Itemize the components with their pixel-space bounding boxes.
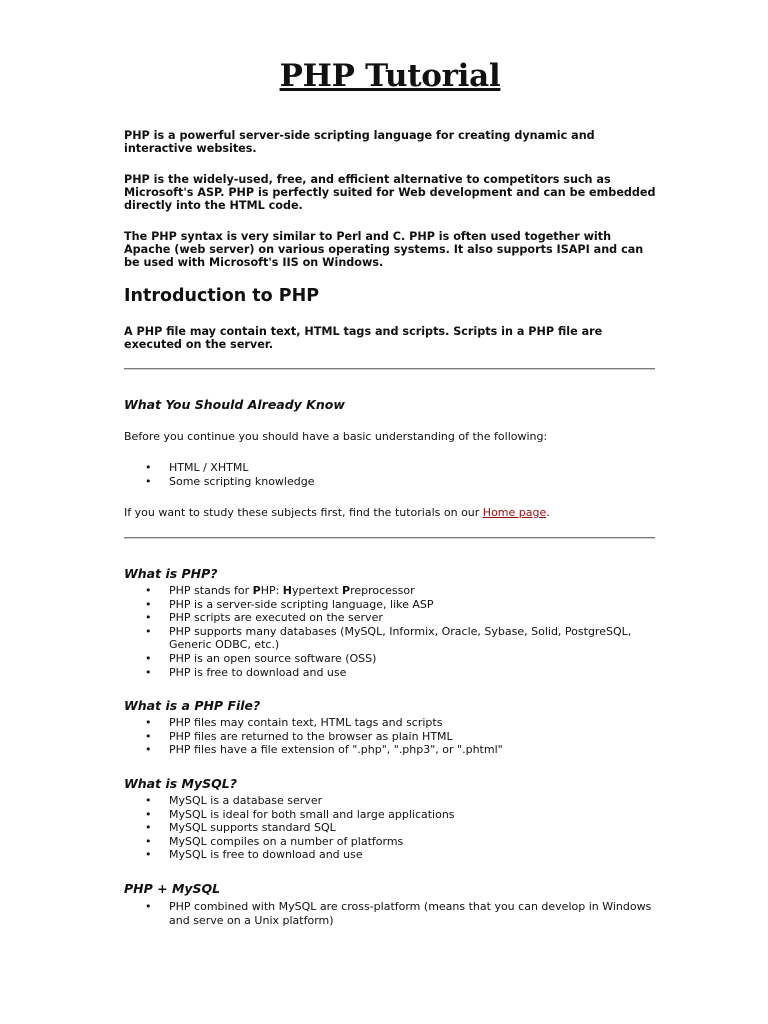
list-item: • MySQL supports standard SQL xyxy=(124,821,656,835)
list-item xyxy=(124,584,656,598)
page-title: PHP Tutorial xyxy=(279,58,501,94)
list-item: • HTML / XHTML xyxy=(124,461,656,475)
prereq-heading: What You Should Already Know xyxy=(124,397,345,412)
list-item: • Some scripting knowledge xyxy=(124,475,656,489)
list-item: • MySQL compiles on a number of platforms xyxy=(124,835,656,849)
study-note-end: . xyxy=(546,506,550,519)
list-item: • MySQL is free to download and use xyxy=(124,848,656,862)
intro-paragraph-3: The PHP syntax is very similar to Perl and C. PHP is often used together with Apache (web server) on various operating systems. It also supports ISAPI and can be used with Microsoft's IIS on Windows. xyxy=(124,230,644,269)
introduction-heading: Introduction to PHP xyxy=(124,286,320,306)
php-mysql-list xyxy=(124,900,656,927)
what-is-php-heading: What is PHP? xyxy=(124,566,218,581)
stands-letter-p: P xyxy=(252,584,261,597)
list-item: • PHP files have a file extension of ".php", ".php3", or ".phtml" xyxy=(124,743,656,757)
stands-part: HP: xyxy=(260,584,283,597)
prereq-list xyxy=(124,461,656,488)
stands-letter-p2: P xyxy=(342,584,351,597)
php-mysql-heading: PHP + MySQL xyxy=(124,881,221,896)
list-item: • PHP combined with MySQL are cross-platform (means that you can develop in Windows and serve on a Unix platform) xyxy=(124,900,656,927)
horizontal-rule xyxy=(124,368,655,370)
list-item: • PHP is free to download and use xyxy=(124,666,656,680)
list-item: • PHP files are returned to the browser as plain HTML xyxy=(124,730,656,744)
list-item: • MySQL is a database server xyxy=(124,794,656,808)
study-note xyxy=(124,506,656,519)
study-note-text: If you want to study these subjects first, find the tutorials on our xyxy=(124,506,483,519)
stands-letter-h: H xyxy=(282,584,293,597)
intro-paragraph-2: PHP is the widely-used, free, and efficient alternative to competitors such as Microsoft's ASP. PHP is perfectly suited for Web development and can be embedded directly into the HTML code. xyxy=(124,173,656,212)
mysql-list xyxy=(124,794,656,862)
php-file-list xyxy=(124,716,656,757)
introduction-text: A PHP file may contain text, HTML tags and scripts. Scripts in a PHP file are executed on the server. xyxy=(124,325,603,351)
prereq-lead: Before you continue you should have a basic understanding of the following: xyxy=(124,430,548,443)
horizontal-rule xyxy=(124,537,655,539)
list-item: • PHP supports many databases (MySQL, Informix, Oracle, Sybase, Solid, PostgreSQL, Generic ODBC, etc.) xyxy=(124,625,656,652)
what-is-php-list xyxy=(124,584,656,679)
list-item: • PHP scripts are executed on the server xyxy=(124,611,656,625)
list-item: • PHP files may contain text, HTML tags and scripts xyxy=(124,716,656,730)
stands-part: reprocessor xyxy=(350,584,415,597)
stands-part: ypertext xyxy=(292,584,343,597)
list-item: • PHP is a server-side scripting language, like ASP xyxy=(124,598,656,612)
mysql-heading: What is MySQL? xyxy=(124,776,237,791)
list-item: • PHP is an open source software (OSS) xyxy=(124,652,656,666)
list-item: • MySQL is ideal for both small and large applications xyxy=(124,808,656,822)
stands-prefix: PHP stands for xyxy=(169,584,253,597)
intro-paragraph-1: PHP is a powerful server-side scripting language for creating dynamic and interactive websites. xyxy=(124,129,595,155)
php-file-heading: What is a PHP File? xyxy=(124,698,261,713)
home-page-link[interactable]: Home page xyxy=(482,506,547,519)
